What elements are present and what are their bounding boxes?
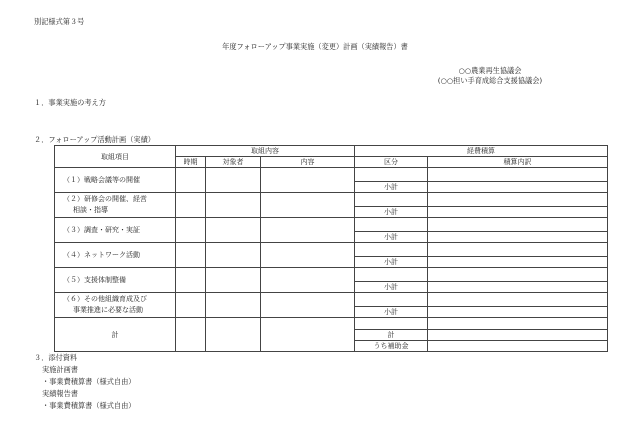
organization-sub: (○○担い手育成総合支援協議会) xyxy=(437,76,543,85)
item-research: （３）調査・研究・実証 xyxy=(55,218,176,243)
header-target: 対象者 xyxy=(206,157,261,168)
attachment-report-title: 実績報告書 xyxy=(42,389,78,398)
subtotal-value xyxy=(428,232,608,243)
organization-block xyxy=(420,66,560,86)
cell-breakdown xyxy=(428,168,608,182)
cell-detail xyxy=(261,243,355,268)
subtotal-label: 小計 xyxy=(355,282,428,293)
cell-detail xyxy=(261,218,355,243)
cell-period xyxy=(176,218,206,243)
cell-period xyxy=(176,243,206,268)
cell-detail xyxy=(261,318,355,352)
subtotal-value xyxy=(428,307,608,318)
cell-target xyxy=(206,218,261,243)
item-other-line2: 事業推進に必要な活動 xyxy=(73,306,143,314)
cell-breakdown xyxy=(428,243,608,257)
item-strategy-meeting: （１）戦略会議等の開催 xyxy=(55,168,176,193)
header-breakdown: 積算内訳 xyxy=(428,157,608,168)
subtotal-label: 小計 xyxy=(355,257,428,268)
subtotal-label: 小計 xyxy=(355,207,428,218)
section-3-heading: ３．添付資料 xyxy=(34,353,78,362)
document-title: 年度フォローアップ事業実施（変更）計画（実績報告）書 xyxy=(222,42,408,51)
header-content-group: 取組内容 xyxy=(176,146,355,157)
item-training-line1: （２）研修会の開催、経営 xyxy=(63,195,147,203)
subtotal-label: 小計 xyxy=(355,232,428,243)
item-other-line1: （６）その他組織育成及び xyxy=(63,295,147,303)
header-item: 取組項目 xyxy=(55,146,176,168)
attachment-plan-item: ・事業費積算書（様式自由） xyxy=(42,377,136,386)
cell-category xyxy=(355,293,428,307)
subtotal-value xyxy=(428,282,608,293)
item-network: （４）ネットワーク活動 xyxy=(55,243,176,268)
header-cost-group: 経費積算 xyxy=(355,146,608,157)
cell-period xyxy=(176,168,206,193)
cell-category xyxy=(355,168,428,182)
cell-target xyxy=(206,243,261,268)
cell-period xyxy=(176,318,206,352)
cell-breakdown xyxy=(428,293,608,307)
subtotal-value xyxy=(428,182,608,193)
cell-period xyxy=(176,293,206,318)
cell-target xyxy=(206,168,261,193)
organization-name: ○○農業再生協議会 xyxy=(458,66,522,75)
total-blank-category xyxy=(355,318,428,330)
cell-target xyxy=(206,268,261,293)
subtotal-label: 小計 xyxy=(355,307,428,318)
cell-breakdown xyxy=(428,193,608,207)
cell-breakdown xyxy=(428,268,608,282)
form-number: 別記様式第３号 xyxy=(34,17,85,26)
cell-detail xyxy=(261,293,355,318)
cell-detail xyxy=(261,268,355,293)
cell-period xyxy=(176,193,206,218)
cell-period xyxy=(176,268,206,293)
cell-detail xyxy=(261,168,355,193)
cell-breakdown xyxy=(428,218,608,232)
item-other-activities xyxy=(55,293,176,318)
subtotal-value xyxy=(428,207,608,218)
subsidy-value xyxy=(428,341,608,352)
cell-target xyxy=(206,193,261,218)
item-support-system: （５）支援体制整備 xyxy=(55,268,176,293)
section-1-heading: １．事業実施の考え方 xyxy=(34,98,106,107)
total-value xyxy=(428,330,608,341)
cell-category xyxy=(355,243,428,257)
cell-target xyxy=(206,293,261,318)
total-label: 計 xyxy=(55,318,176,352)
subsidy-label: うち補助金 xyxy=(355,341,428,352)
item-training-line2: 相談・指導 xyxy=(73,206,108,214)
section-2-heading: ２．フォローアップ活動計画（実績） xyxy=(34,135,155,144)
subtotal-value xyxy=(428,257,608,268)
header-period: 時期 xyxy=(176,157,206,168)
total-category: 計 xyxy=(355,330,428,341)
cell-category xyxy=(355,218,428,232)
cell-category xyxy=(355,268,428,282)
activity-plan-table xyxy=(54,145,608,352)
total-blank-breakdown xyxy=(428,318,608,330)
attachment-report-item: ・事業費積算書（様式自由） xyxy=(42,401,136,410)
header-category: 区分 xyxy=(355,157,428,168)
attachment-plan-title: 実施計画書 xyxy=(42,365,78,374)
cell-detail xyxy=(261,193,355,218)
cell-target xyxy=(206,318,261,352)
item-training xyxy=(55,193,176,218)
cell-category xyxy=(355,193,428,207)
subtotal-label: 小計 xyxy=(355,182,428,193)
header-detail: 内容 xyxy=(261,157,355,168)
